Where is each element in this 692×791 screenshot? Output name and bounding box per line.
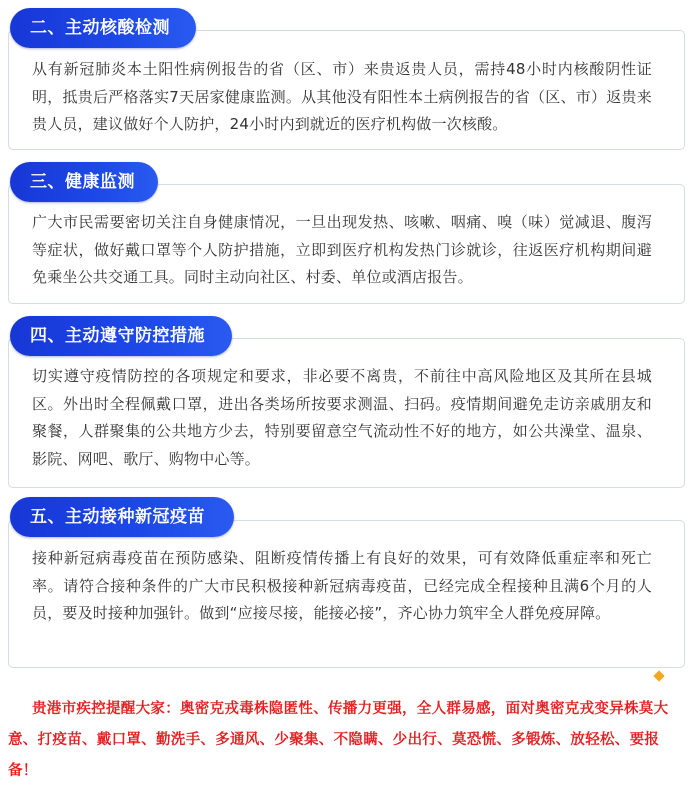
section-3-body: 广大市民需要密切关注自身健康情况，一旦出现发热、咳嗽、咽痛、嗅（味）觉减退、腹泻等症状，做好戴口罩等个人防护措施，立即到医疗机构发热门诊就诊，往返医疗机构期间避免乘坐公共交通工具。同时主动向社区、村委、单位或酒店报告。: [32, 213, 652, 286]
section-5-title: 五、主动接种新冠疫苗: [10, 497, 234, 537]
section-4-title: 四、主动遵守防控措施: [10, 316, 232, 356]
section-5-body: 接种新冠病毒疫苗在预防感染、阻断疫情传播上有良好的效果，可有效降低重症率和死亡率。请符合接种条件的广大市民积极接种新冠病毒疫苗，已经完成全程接种且满6个月的人员，要及时接种加强针。做到“应接尽接，能接必接”，齐心协力筑牢全人群免疫屏障。: [32, 549, 652, 622]
section-2-title: 二、主动核酸检测: [10, 8, 196, 48]
diamond-ornament-icon: [653, 670, 664, 681]
section-3-title: 三、健康监测: [10, 162, 158, 202]
cdc-reminder-text: 贵港市疾控提醒大家：奥密克戎毒株隐匿性、传播力更强，全人群易感，面对奥密克戎变异株莫大意、打疫苗、戴口罩、勤洗手、多通风、少聚集、不隐瞒、少出行、莫恐慌、多锻炼、放轻松、要报备！: [8, 701, 669, 779]
section-4-body: 切实遵守疫情防控的各项规定和要求，非必要不离贵，不前往中高风险地区及其所在县城区。外出时全程佩戴口罩，进出各类场所按要求测温、扫码。疫情期间避免走访亲戚朋友和聚餐，人群聚集的公共地方少去，特别要留意空气流动性不好的地方，如公共澡堂、温泉、影院、网吧、歌厅、购物中心等。: [32, 367, 652, 468]
section-2-body: 从有新冠肺炎本土阳性病例报告的省（区、市）来贵返贵人员，需持48小时内核酸阴性证明，抵贵后严格落实7天居家健康监测。从其他没有阳性本土病例报告的省（区、市）返贵来贵人员，建议做好个人防护，24小时内到就近的医疗机构做一次核酸。: [32, 60, 652, 133]
